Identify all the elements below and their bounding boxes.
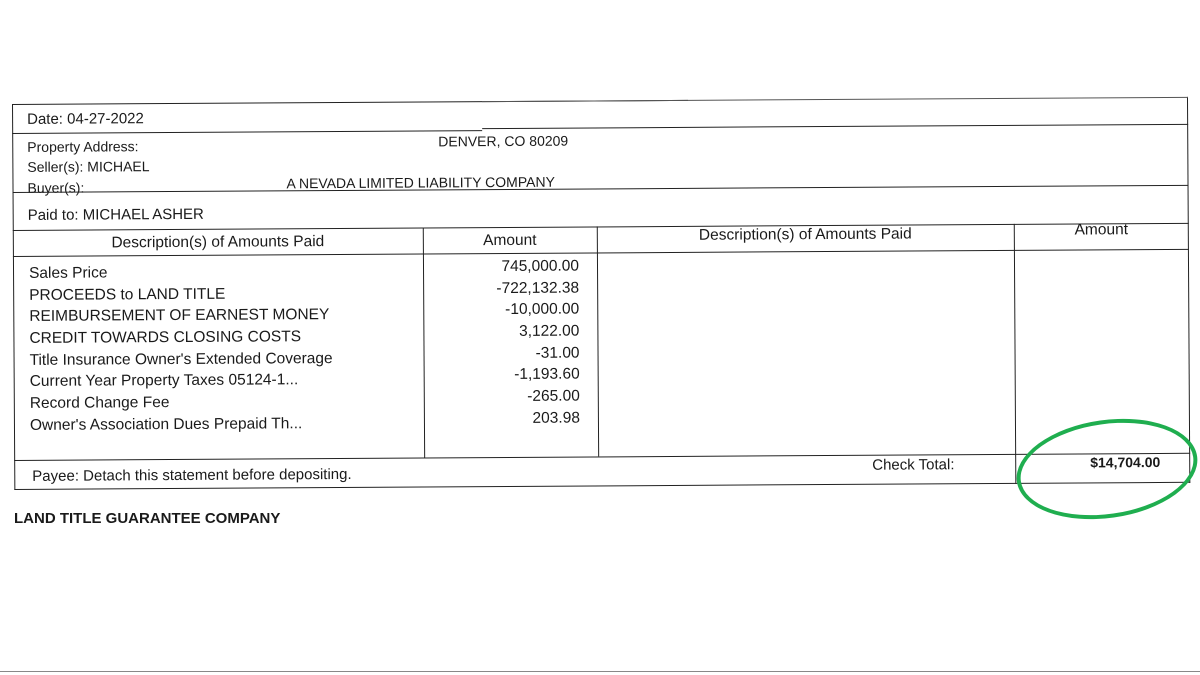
payee-note: Payee: Detach this statement before depositing. [32, 465, 352, 485]
scan-edge [0, 671, 1200, 672]
amount-list [433, 256, 580, 430]
row-amount: -722,132.38 [496, 279, 580, 297]
row-amount: -10,000.00 [505, 300, 580, 319]
column-header-amount-2: Amount [1074, 221, 1129, 239]
column-header-description-2: Description(s) of Amounts Paid [698, 225, 912, 244]
buyer-name: A NEVADA LIMITED LIABILITY COMPANY [286, 173, 555, 192]
buyer-label: Buyer(s): [27, 179, 85, 196]
row-amount: 745,000.00 [501, 257, 580, 276]
row-description: REIMBURSEMENT OF EARNEST MONEY [29, 306, 330, 326]
row-description: Title Insurance Owner's Extended Coverage [29, 349, 333, 369]
row-amount: -31.00 [535, 344, 580, 362]
seller: Seller(s): MICHAEL [27, 158, 150, 175]
row-amount: 203.98 [532, 409, 580, 427]
date: Date: 04-27-2022 [27, 110, 144, 128]
settlement-statement [12, 97, 1190, 490]
column-header-amount-1: Amount [483, 231, 537, 250]
row-description: Owner's Association Dues Prepaid Th... [29, 415, 303, 434]
property-address-city: DENVER, CO 80209 [438, 132, 569, 150]
row-description: Current Year Property Taxes 05124-1... [29, 371, 299, 391]
row-description: Sales Price [28, 264, 108, 282]
property-address-label: Property Address: [27, 138, 139, 155]
company-name: LAND TITLE GUARANTEE COMPANY [14, 510, 281, 527]
column-header-description-1: Description(s) of Amounts Paid [111, 233, 325, 252]
row-description: PROCEEDS to LAND TITLE [29, 285, 226, 304]
check-total-label: Check Total: [872, 456, 955, 474]
row-description: CREDIT TOWARDS CLOSING COSTS [29, 328, 302, 347]
row-description: Record Change Fee [29, 394, 170, 413]
check-total: $14,704.00 [1090, 453, 1161, 471]
description-list [29, 261, 333, 436]
row-amount: -265.00 [527, 387, 580, 405]
paid-to: Paid to: MICHAEL ASHER [27, 205, 204, 224]
row-amount: -1,193.60 [514, 365, 580, 384]
row-amount: 3,122.00 [519, 322, 580, 340]
